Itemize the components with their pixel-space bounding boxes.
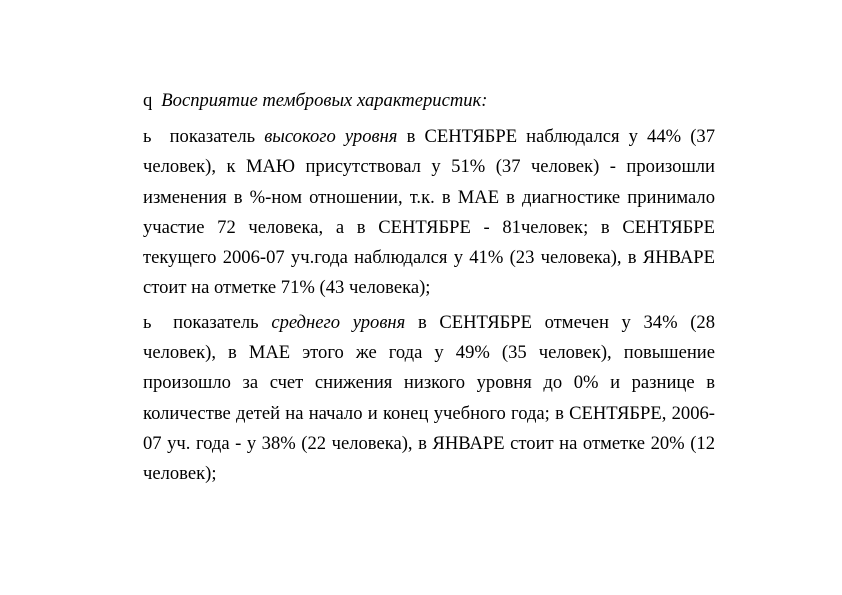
paragraph-text: в СЕНТЯБРЕ наблюдался у 44% (37 человек), к МАЮ присутствовал у 51% (37 человек) - произошли изменения в %-ном отношении, т.к. в МАЕ в диагностике принимало участие 72 человека, а в СЕНТЯБРЕ - 81человек; в СЕНТЯБРЕ текущего 2006-07 уч.года наблюдался у 41% (23 человека), в ЯНВАРЕ стоит на отметке 71% (43 человека); [143, 126, 716, 299]
paragraph-high-level [143, 122, 715, 304]
paragraph-bullet: ь [143, 126, 152, 147]
paragraph-bullet: ь [143, 311, 152, 333]
paragraph-text: в СЕНТЯБРЕ отмечен у 34% (28 человек), в МАЕ этого же года у 49% (35 человек), повышение произошло за счет снижения низкого уровня до 0% и разнице в количестве детей на начало и конец учебного года; в СЕНТЯБРЕ, 2006-07 уч. года - у 38% (22 человека), в ЯНВАРЕ стоит на отметке 20% (12 человек); [143, 311, 716, 485]
document-body [143, 86, 715, 490]
paragraph-lead: показатель [169, 126, 256, 147]
paragraph-term: среднего уровня [271, 311, 406, 333]
section-heading [143, 86, 715, 116]
paragraph-medium-level [143, 308, 715, 490]
paragraph-term: высокого уровня [264, 126, 398, 147]
heading-marker: q [143, 90, 153, 111]
heading-text: Восприятие тембровых характеристик: [161, 90, 488, 111]
paragraph-lead: показатель [173, 311, 259, 333]
